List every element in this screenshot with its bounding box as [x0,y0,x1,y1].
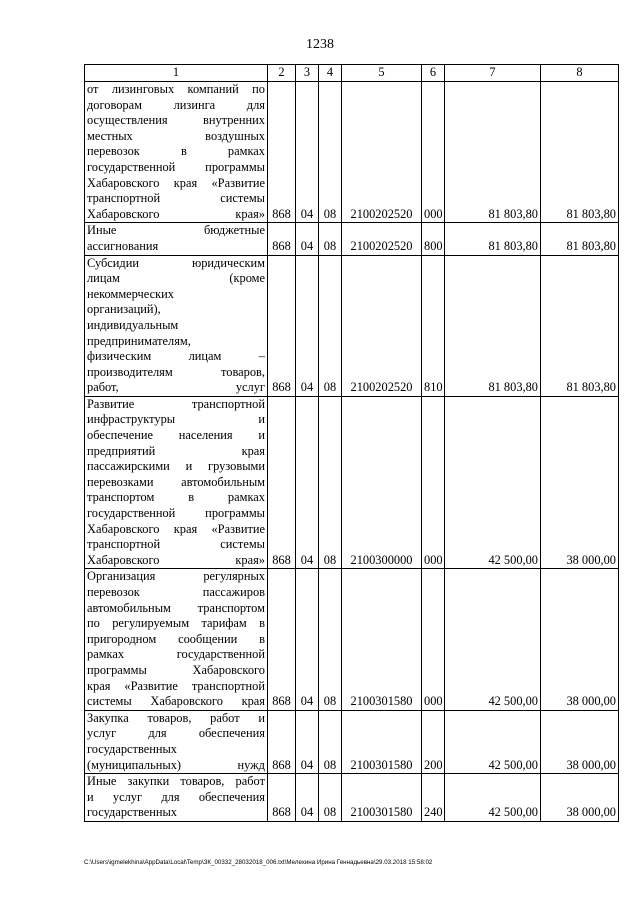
description-line: по регулируемым тарифам в [87,616,265,631]
description-line: Хабаровского края «Развитие [87,175,265,190]
description-line: инфраструктуры и [87,412,265,427]
cell-c4: 08 [319,569,342,710]
cell-c7: 81 803,80 [445,82,541,223]
description-line: осуществления внутренних [87,113,265,128]
header-row [85,65,619,82]
description-line: края «Развитие транспортной [87,678,265,693]
cell-c8: 81 803,80 [541,82,619,223]
cell-c5: 2100202520 [342,255,422,396]
description-line: индивидуальным [87,317,179,332]
description-line: услуг для обеспечения [87,726,265,741]
cell-c3: 04 [296,710,319,773]
description-line: договорам лизинга для [87,97,265,112]
cell-c8: 38 000,00 [541,569,619,710]
description-cell [85,223,268,255]
description-line: перевозками автомобильным [87,474,265,489]
header-cell: 1 [85,65,268,82]
table-row [85,396,619,569]
cell-c2: 868 [268,710,296,773]
description-line: системы Хабаровского края [87,694,265,709]
header-cell: 4 [319,65,342,82]
description-line: программы Хабаровского [87,662,265,677]
cell-c5: 2100300000 [342,396,422,569]
cell-c7: 42 500,00 [445,569,541,710]
header-cell: 5 [342,65,422,82]
cell-c6: 810 [422,255,445,396]
description-line: организаций), [87,302,161,317]
description-line: Хабаровского края» [87,206,265,221]
description-line: (муниципальных) нужд [87,757,265,772]
description-line: Закупка товаров, работ и [87,710,265,725]
description-line: предприятий края [87,443,265,458]
cell-c2: 868 [268,223,296,255]
header-cell: 8 [541,65,619,82]
description-line: Хабаровского края «Развитие [87,521,265,536]
description-line: лицам (кроме [87,271,265,286]
cell-c4: 08 [319,396,342,569]
cell-c5: 2100301580 [342,774,422,822]
description-line: Хабаровского края» [87,552,265,567]
cell-c5: 2100301580 [342,710,422,773]
description-line: перевозок пассажиров [87,585,265,599]
cell-c7: 81 803,80 [445,255,541,396]
description-line: ассигнования [87,238,159,253]
cell-c2: 868 [268,255,296,396]
cell-c8: 81 803,80 [541,255,619,396]
header-cell: 6 [422,65,445,82]
page-number: 1238 [306,37,334,52]
cell-c2: 868 [268,569,296,710]
description-cell [85,396,268,569]
cell-c5: 2100202520 [342,82,422,223]
budget-table [84,64,619,822]
description-line: обеспечение населения и [87,428,265,443]
cell-c4: 08 [319,710,342,773]
cell-c7: 42 500,00 [445,774,541,822]
table-row [85,223,619,255]
header-cell: 2 [268,65,296,82]
cell-c8: 81 803,80 [541,223,619,255]
description-cell [85,774,268,822]
description-line: Организация регулярных [87,569,265,584]
cell-c8: 38 000,00 [541,396,619,569]
description-line: транспортом в рамках [87,490,265,505]
table-row [85,774,619,822]
header-cell: 3 [296,65,319,82]
cell-c5: 2100202520 [342,223,422,255]
description-line: местных воздушных [87,128,265,143]
table-row [85,710,619,773]
cell-c3: 04 [296,223,319,255]
description-line: транспортной системы [87,537,265,552]
description-line: государственной программы [87,159,265,174]
description-line: пассажирскими и грузовыми [87,459,265,474]
cell-c4: 08 [319,255,342,396]
description-line: Иные бюджетные [87,223,265,238]
description-cell [85,82,268,223]
description-line: Иные закупки товаров, работ [87,774,265,789]
cell-c2: 868 [268,396,296,569]
cell-c6: 240 [422,774,445,822]
description-line: физическим лицам – [87,349,265,364]
description-line: транспортной системы [87,191,265,206]
cell-c3: 04 [296,82,319,223]
cell-c6: 000 [422,82,445,223]
description-line: предпринимателям, [87,333,191,348]
cell-c7: 81 803,80 [445,223,541,255]
description-cell [85,710,268,773]
table-row [85,569,619,710]
description-line: производителям товаров, [87,364,265,379]
cell-c4: 08 [319,82,342,223]
cell-c7: 42 500,00 [445,710,541,773]
cell-c4: 08 [319,774,342,822]
description-line: от лизинговых компаний по [87,82,265,96]
cell-c6: 800 [422,223,445,255]
description-line: работ, услуг [87,380,265,395]
description-line: и услуг для обеспечения [87,789,265,804]
cell-c2: 868 [268,82,296,223]
description-line: перевозок в рамках [87,144,265,159]
table-row [85,82,619,223]
description-line: рамках государственной [87,647,265,662]
cell-c7: 42 500,00 [445,396,541,569]
description-line: Развитие транспортной [87,396,265,411]
description-line: автомобильным транспортом [87,600,265,615]
footer-file-path: C:\Users\igmelekhina\AppData\Local\Temp\ЗК_00332_28032018_006.txt\Мелехина Ирина Геннадьевна\29.03.2018 15:58:02 [84,859,433,866]
cell-c6: 000 [422,396,445,569]
cell-c3: 04 [296,569,319,710]
cell-c6: 200 [422,710,445,773]
description-line: некоммерческих [87,286,174,301]
description-line: пригородном сообщении в [87,631,265,646]
cell-c3: 04 [296,774,319,822]
cell-c8: 38 000,00 [541,774,619,822]
description-cell [85,255,268,396]
description-cell [85,569,268,710]
cell-c8: 38 000,00 [541,710,619,773]
cell-c2: 868 [268,774,296,822]
cell-c6: 000 [422,569,445,710]
cell-c5: 2100301580 [342,569,422,710]
description-line: Субсидии юридическим [87,255,265,270]
description-line: государственных [87,805,178,820]
description-line: государственной программы [87,506,265,521]
cell-c3: 04 [296,255,319,396]
cell-c4: 08 [319,223,342,255]
description-line: государственных [87,741,178,756]
header-cell: 7 [445,65,541,82]
cell-c3: 04 [296,396,319,569]
table-row [85,255,619,396]
table-body [85,82,619,822]
